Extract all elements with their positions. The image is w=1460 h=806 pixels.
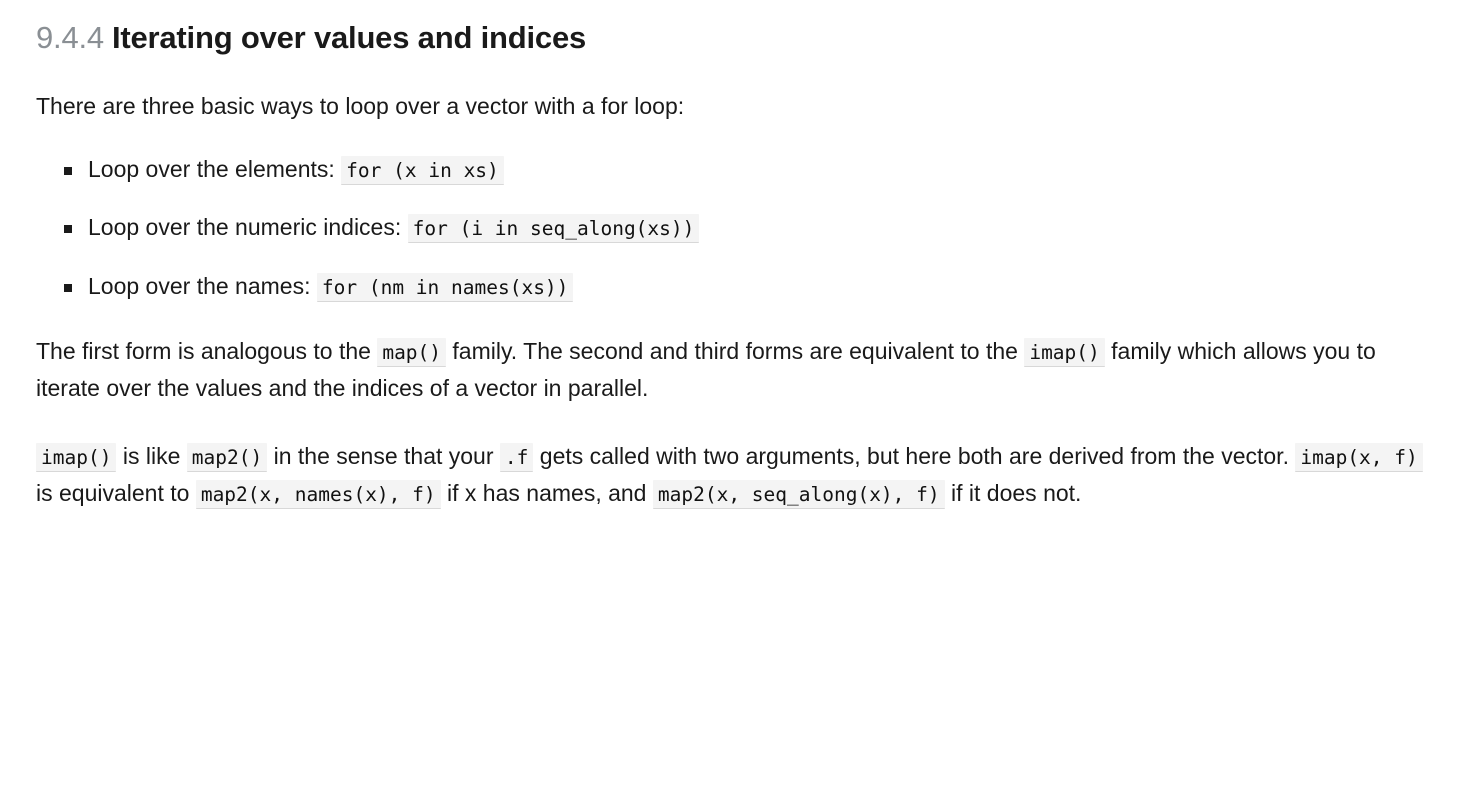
text-fragment: in the sense that your [273, 442, 494, 469]
page-title [36, 18, 1424, 58]
inline-code: .f [500, 443, 533, 472]
list-item [36, 269, 1424, 304]
section-number: 9.4.4 [36, 20, 104, 55]
text-fragment: if it does not. [951, 479, 1082, 506]
inline-code: imap() [36, 443, 116, 472]
list-item-label: Loop over the numeric indices: [88, 214, 402, 241]
section-title-text: Iterating over values and indices [111, 20, 587, 55]
text-fragment: is equivalent to [36, 479, 190, 506]
inline-code: for (i in seq_along(xs)) [408, 214, 700, 243]
list-item-label: Loop over the names: [88, 272, 311, 299]
intro-paragraph: There are three basic ways to loop over a vector with a for loop: [36, 93, 685, 120]
text-fragment: if x has names, and [447, 479, 647, 506]
list-item-label: Loop over the elements: [88, 155, 335, 182]
inline-code: map2() [187, 443, 267, 472]
list-item [36, 210, 1424, 245]
list-item [36, 152, 1424, 187]
body-paragraph-map-family [36, 333, 1424, 408]
text-fragment: gets called with two arguments, but here both are derived from the vector. [539, 442, 1289, 469]
text-fragment: The first form is analogous to the [36, 338, 371, 365]
inline-code: imap() [1024, 338, 1104, 367]
inline-code: map2(x, seq_along(x), f) [653, 480, 945, 509]
text-fragment: is like [122, 442, 181, 469]
inline-code: imap(x, f) [1295, 443, 1422, 472]
inline-code: for (x in xs) [341, 156, 504, 185]
body-paragraph-imap-equivalence [36, 438, 1424, 513]
text-fragment: family which allows you to iterate over the values and the indices of a vector in parallel. [36, 338, 1376, 402]
inline-code: map() [377, 338, 446, 367]
loop-forms-list [36, 152, 1424, 304]
text-fragment: family. The second and third forms are equivalent to the [452, 338, 1018, 365]
inline-code: map2(x, names(x), f) [196, 480, 441, 509]
inline-code: for (nm in names(xs)) [317, 273, 574, 302]
